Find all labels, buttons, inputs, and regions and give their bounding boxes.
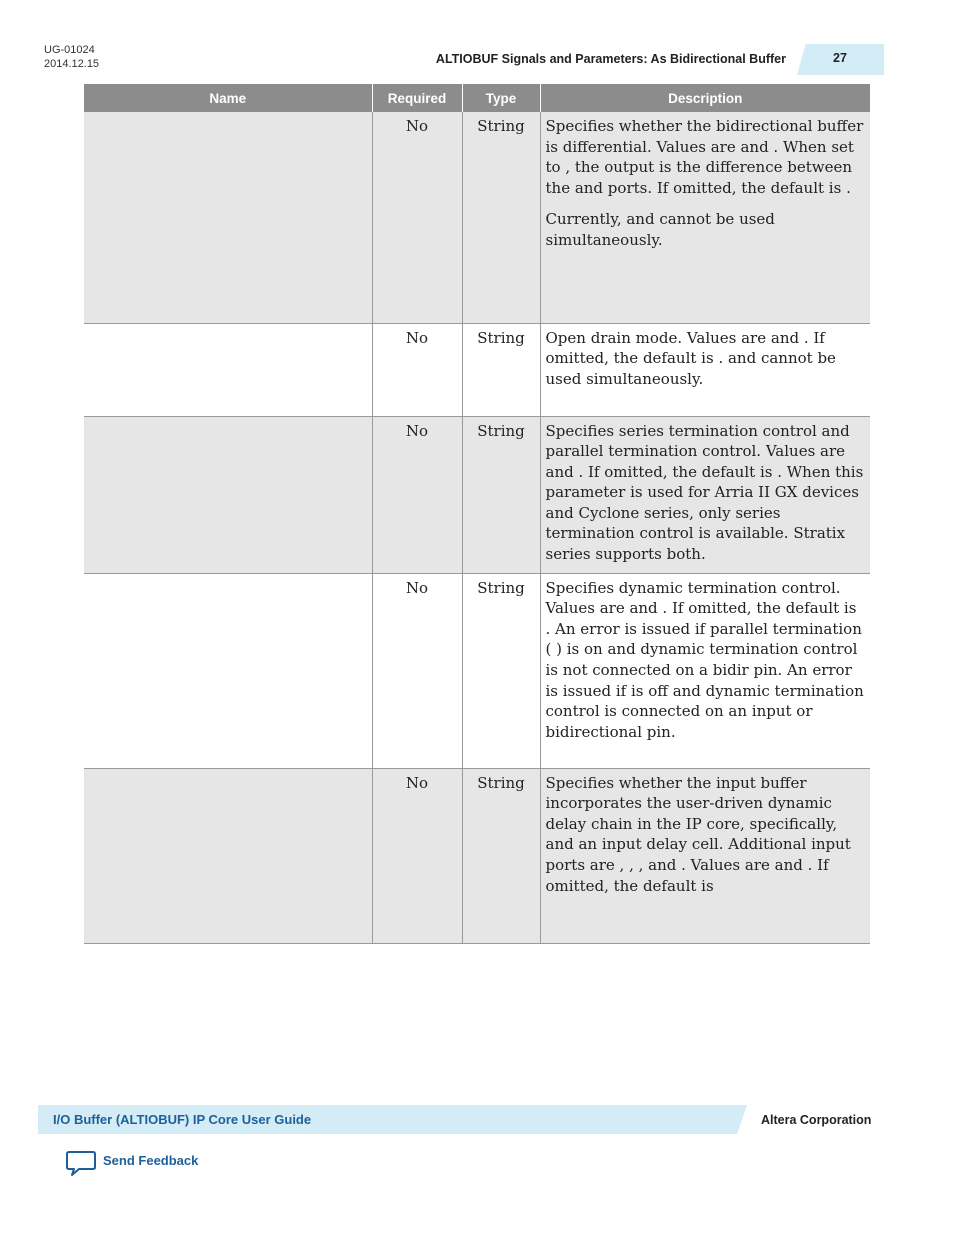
- footer-guide-title: I/O Buffer (ALTIOBUF) IP Core User Guide: [53, 1112, 312, 1127]
- description-paragraph: Specifies whether the input buffer incorporates the user-driven dynamic delay chain in the IP core, specifically, and an input delay cell. Additional input ports are , , , and . Values are and . If omitted, the default is: [545, 773, 851, 895]
- table-row: [84, 112, 870, 323]
- description-paragraph: Specifies dynamic termination control. Values are and . If omitted, the default is . An error is issued if parallel termination ( ) is on and dynamic termination control is not connected on a bidir pin. An error is issued if is off and dynamic termination control is connected on an input or bidirectional pin.: [545, 578, 864, 741]
- column-header-type: Type: [462, 84, 540, 112]
- cell-description: [540, 573, 870, 768]
- cell-name: [84, 323, 372, 416]
- table-row: [84, 768, 870, 943]
- cell-type: String: [462, 323, 540, 416]
- cell-description: [540, 112, 870, 323]
- cell-name: [84, 768, 372, 943]
- table-row: [84, 323, 870, 416]
- cell-required: No: [372, 416, 462, 573]
- description-paragraph: Currently, and cannot be used simultaneously.: [545, 210, 775, 249]
- document-id-block: [44, 43, 99, 71]
- speech-bubble-icon[interactable]: [66, 1150, 96, 1178]
- cell-type: String: [462, 573, 540, 768]
- page-number: 27: [833, 51, 847, 65]
- cell-required: No: [372, 323, 462, 416]
- table-row: [84, 416, 870, 573]
- column-header-description: Description: [540, 84, 870, 112]
- column-header-required: Required: [372, 84, 462, 112]
- cell-name: [84, 416, 372, 573]
- description-paragraph: Open drain mode. Values are and . If omitted, the default is . and cannot be used simultaneously.: [545, 328, 836, 388]
- table-header-row: [84, 84, 870, 112]
- cell-required: No: [372, 573, 462, 768]
- send-feedback-link[interactable]: Send Feedback: [103, 1153, 199, 1168]
- table-row: [84, 573, 870, 768]
- cell-name: [84, 112, 372, 323]
- parameters-table: [84, 84, 870, 944]
- cell-required: No: [372, 112, 462, 323]
- document-date: 2014.12.15: [44, 58, 100, 70]
- document-id: UG-01024: [44, 44, 95, 56]
- cell-type: String: [462, 768, 540, 943]
- cell-type: String: [462, 112, 540, 323]
- section-title: ALTIOBUF Signals and Parameters: As Bidirectional Buffer: [435, 52, 786, 66]
- cell-required: No: [372, 768, 462, 943]
- column-header-name: Name: [84, 84, 372, 112]
- cell-description: [540, 323, 870, 416]
- cell-description: [540, 416, 870, 573]
- description-paragraph: Specifies whether the bidirectional buffer is differential. Values are and . When set to , the output is the difference between the and ports. If omitted, the default is .: [545, 117, 864, 197]
- cell-name: [84, 573, 372, 768]
- footer-company: Altera Corporation: [761, 1113, 872, 1127]
- cell-type: String: [462, 416, 540, 573]
- description-paragraph: Specifies series termination control and parallel termination control. Values are and . If omitted, the default is . When this parameter is used for Arria II GX devices and Cyclone series, only series termination control is available. Stratix series supports both.: [545, 421, 864, 564]
- cell-description: [540, 768, 870, 943]
